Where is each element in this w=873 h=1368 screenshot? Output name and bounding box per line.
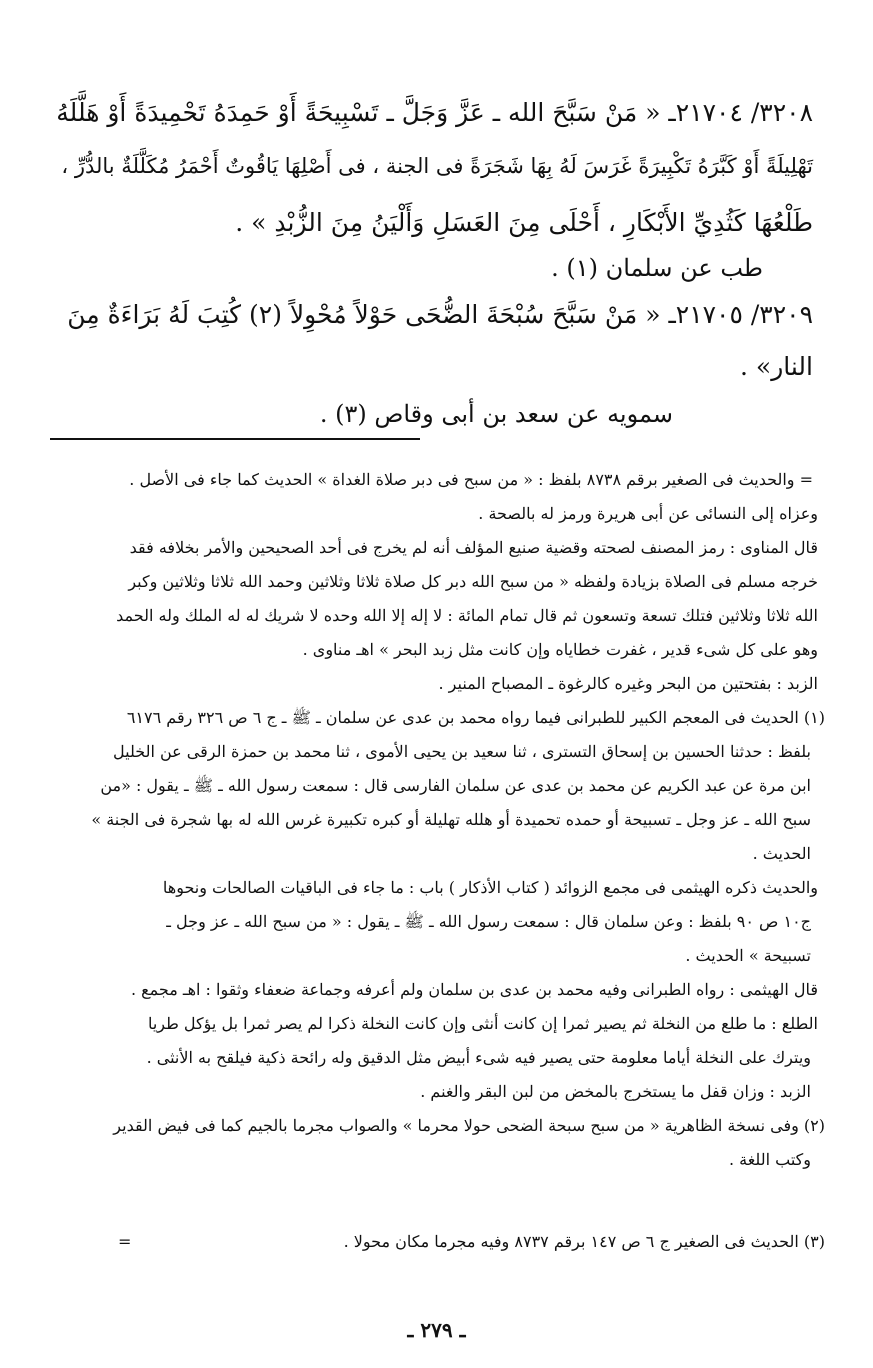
hadith-3208-line-3: طَلْعُهَا كَثُدِيِّ الأَبْكَارِ ، أَحْلَى مِنَ العَسَلِ وَأَلْيَنُ مِنَ الزُّبْدِ » . bbox=[235, 208, 813, 237]
footnote-line: تسبيحة » الحديث . bbox=[685, 946, 811, 965]
footnote-line: الزبد : وزان قفل ما يستخرج بالمخض من لبن البقر والغنم . bbox=[420, 1082, 811, 1101]
hadith-3208-source: طب عن سلمان (١) . bbox=[551, 254, 763, 282]
footnote-line: وكتب اللغة . bbox=[728, 1150, 811, 1169]
footnote-line: والحديث ذكره الهيثمى فى مجمع الزوائد ( كتاب الأذكار ) باب : ما جاء فى الباقيات الصالحات ونحوها bbox=[162, 878, 818, 897]
hadith-3208-line-2: تَهْلِيلَةً أَوْ كَبَّرَهُ تَكْبِيرَةً غَرَسَ لَهُ بِهَا شَجَرَةً فى الجنة ، فى أَصْلِهَا يَاقُوتٌ أَحْمَرُ مُكَلَّلَةٌ بالدُّرِّ ، bbox=[61, 154, 813, 178]
footnote-line: = والحديث فى الصغير برقم ٨٧٣٨ بلفظ : « من سبح فى دبر صلاة الغداة » الحديث كما جاء فى الأصل . bbox=[129, 470, 813, 489]
hadith-3209-line-2: النار» . bbox=[740, 352, 813, 381]
hadith-3208-line-1: ٣٢٠٨/ ٢١٧٠٤ـ « مَنْ سَبَّحَ الله ـ عَزَّ وَجَلَّ ـ تَسْبِيحَةً أَوْ حَمِدَهُ تَحْمِيدَةً أَوْ هَلَّلَهُ bbox=[56, 98, 813, 127]
footnote-line: خرجه مسلم فى الصلاة بزيادة ولفظه « من سبح الله دبر كل صلاة ثلاثا وثلاثين وحمد الله ثلاثا وثلاثين وكبر bbox=[128, 572, 818, 591]
footnote-line: وعزاه إلى النسائى عن أبى هريرة ورمز له بالصحة . bbox=[478, 504, 818, 523]
hadith-3209-line-1: ٣٢٠٩/ ٢١٧٠٥ـ « مَنْ سَبَّحَ سُبْحَةَ الضُّحَى حَوْلاً مُحْوِلاً (٢) كُتِبَ لَهُ بَرَاءَةٌ مِنَ bbox=[67, 300, 813, 329]
footnote-2: (٢) وفى نسخة الظاهرية « من سبح سبحة الضحى حولا محرما » والصواب مجرما بالجيم كما فى فيض القدير bbox=[113, 1116, 825, 1135]
footnote-line: قال الهيثمى : رواه الطبرانى وفيه محمد بن عدى بن سلمان ولم أعرفه وجماعة ضعفاء وثقوا : اهـ مجمع . bbox=[130, 980, 818, 999]
footnote-line: الطلع : ما طلع من النخلة ثم يصير ثمرا إن كانت أنثى وإن كانت النخلة ذكرا لم يصر ثمرا بل يؤكل طريا bbox=[147, 1014, 818, 1033]
footnote-separator bbox=[50, 438, 420, 440]
footnote-line: بلفظ : حدثنا الحسين بن إسحاق التسترى ، ثنا سعيد بن يحيى الأموى ، ثنا محمد بن حمزة الرقى عن الخليل bbox=[113, 742, 811, 761]
footnote-line: ويترك على النخلة أياما معلومة حتى يصير فيه شىء أبيض مثل الدقيق وله رائحة ذكية فيلقح به الأنثى . bbox=[146, 1048, 811, 1067]
hadith-3209-source: سمويه عن سعد بن أبى وقاص (٣) . bbox=[319, 400, 673, 428]
footnote-line: سبح الله ـ عز وجل ـ تسبيحة أو حمده تحميدة أو هلله تهليلة أو كبره تكبيرة غرس الله له بها شجرة فى الجنة » bbox=[91, 810, 811, 829]
footnote-line: ج١٠ ص ٩٠ بلفظ : وعن سلمان قال : سمعت رسول الله ـ ﷺ ـ يقول : « من سبح الله ـ عز وجل ـ bbox=[166, 912, 811, 931]
footnote-line: قال المناوى : رمز المصنف لصحته وقضية صنيع المؤلف أنه لم يخرج فى أحد الصحيحين والأمر بخلافه فقد bbox=[129, 538, 818, 557]
footnote-line: وهو على كل شىء قدير ، غفرت خطاياه وإن كانت مثل زبد البحر » اهـ مناوى . bbox=[302, 640, 818, 659]
footnote-line: الحديث . bbox=[752, 844, 811, 863]
footnote-line: الله ثلاثا وثلاثين فتلك تسعة وتسعون ثم قال تمام المائة : لا إله إلا الله وحده لا شريك له له الملك وله الحمد bbox=[116, 606, 818, 625]
footnote-3: (٣) الحديث فى الصغير ج ٦ ص ١٤٧ برقم ٨٧٣٧ وفيه مجرما مكان محولا . bbox=[343, 1232, 825, 1251]
footnote-line: الزبد : بفتحتين من البحر وغيره كالرغوة ـ المصباح المنير . bbox=[438, 674, 818, 693]
footnote-line: ابن مرة عن عبد الكريم عن محمد بن عدى عن سلمان الفارسى قال : سمعت رسول الله ـ ﷺ ـ يقول : «من bbox=[100, 776, 811, 795]
footnote-1: (١) الحديث فى المعجم الكبير للطبرانى فيما رواه محمد بن عدى عن سلمان ـ ﷺ ـ ج ٦ ص ٣٢٦ رقم ٦١٧٦ bbox=[126, 708, 825, 727]
page-number: ـ ٢٧٩ ـ bbox=[407, 1318, 466, 1342]
continuation-mark: = bbox=[118, 1232, 132, 1251]
